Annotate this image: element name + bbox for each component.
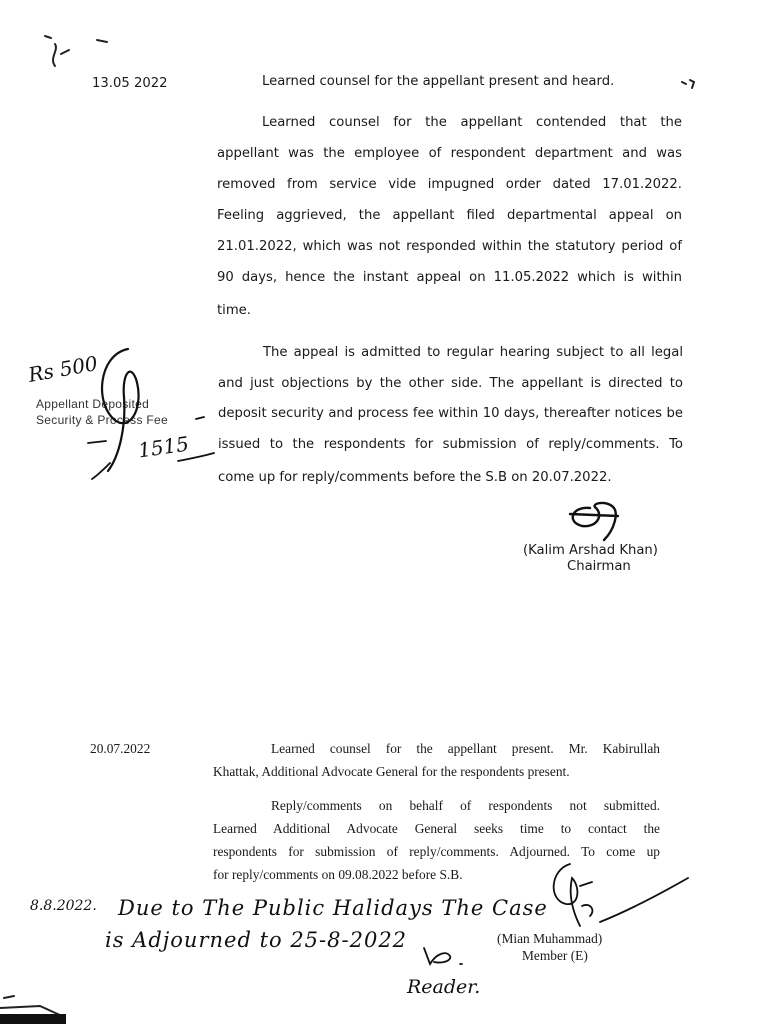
stamp-line: Security & Process Fee — [36, 413, 168, 427]
stamp-receipt: 1515 — [136, 431, 191, 463]
fee-stamp — [28, 345, 218, 485]
order2-para1-line: Learned counsel for the appellant present. Mr. Kabirullah — [271, 741, 660, 756]
note-initials — [420, 944, 470, 970]
order1-para1-line: time. — [217, 303, 251, 318]
member-signature — [540, 856, 690, 936]
note-line1: Due to The Public Halidays The Case — [118, 896, 548, 920]
order2-signatory-title: Member (E) — [522, 948, 588, 963]
order1-para2-line: The appeal is admitted to regular hearing subject to all legal — [263, 345, 683, 360]
order1-para1-line: 21.01.2022, which was not responded within the statutory period of — [217, 239, 682, 254]
order1-para1-line: 90 days, hence the instant appeal on 11.05.2022 which is within — [217, 270, 682, 285]
corner-mark-right — [680, 76, 700, 92]
order1-para1-line: Learned counsel for the appellant contended that the — [262, 115, 682, 130]
order1-para1-line: Feeling aggrieved, the appellant filed departmental appeal on — [217, 208, 682, 223]
order1-para2-line: deposit security and process fee within 10 days, thereafter notices be — [218, 406, 683, 421]
note-date: 8.8.2022. — [30, 898, 97, 914]
order1-signatory-name: (Kalim Arshad Khan) — [523, 543, 658, 558]
order2-para2-line: Reply/comments on behalf of respondents not submitted. — [271, 798, 660, 813]
order1-para2-line: come up for reply/comments before the S.B on 20.07.2022. — [218, 470, 612, 485]
order1-para1-line: appellant was the employee of respondent department and was — [217, 146, 682, 161]
order2-para2-line: for reply/comments on 09.08.2022 before S.B. — [213, 867, 463, 882]
order2-signatory-name: (Mian Muhammad) — [497, 931, 603, 946]
order1-signatory-title: Chairman — [567, 559, 631, 574]
order1-date: 13.05 2022 — [92, 76, 168, 91]
bottom-edge-marks — [0, 990, 70, 1024]
order1-para1-line: removed from service vide impugned order dated 17.01.2022. — [217, 177, 682, 192]
order1-opening: Learned counsel for the appellant present and heard. — [262, 74, 615, 89]
stamp-scribble — [28, 345, 218, 485]
order2-date: 20.07.2022 — [90, 741, 151, 756]
stamp-line: Appellant Deposited — [36, 397, 150, 411]
order2-para2-line: Learned Additional Advocate General seeks time to contact the — [213, 821, 660, 836]
order2-para1-line: Khattak, Additional Advocate General for the respondents present. — [213, 764, 570, 779]
order1-para2-line: issued to the respondents for submission of reply/comments. To — [218, 437, 683, 452]
stamp-amount: Rs 500 — [26, 351, 100, 387]
corner-marks — [35, 28, 115, 78]
order1-para2-line: and just objections by the other side. The appellant is directed to — [218, 376, 683, 391]
note-reader: Reader. — [407, 976, 481, 998]
order2-para2-line: respondents for submission of reply/comments. Adjourned. To come up — [213, 844, 660, 859]
note-line2: is Adjourned to 25-8-2022 — [105, 928, 408, 952]
